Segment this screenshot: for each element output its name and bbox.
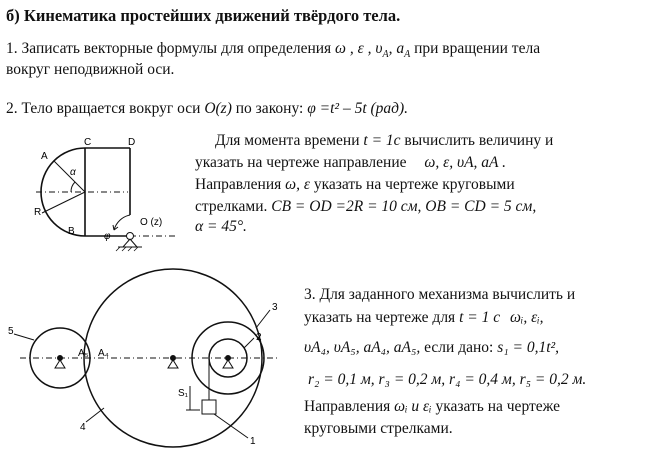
section-heading: б) Кинематика простейших движений твёрдого тела. xyxy=(6,6,401,25)
task3-line5-symbols: ωᵢ и εᵢ xyxy=(394,398,432,415)
task2-p3-symbols: ω, ε xyxy=(285,176,310,193)
label-o: O (z) xyxy=(140,217,163,228)
task2-p2-text: указать на чертеже направление xyxy=(195,154,407,171)
task2-alpha: α = 45°. xyxy=(195,218,247,235)
task2-p1-text: Для момента времени xyxy=(215,132,360,149)
label-phi: φ xyxy=(104,231,111,242)
hatch xyxy=(116,247,120,251)
support-3 xyxy=(223,360,233,368)
task3-figure xyxy=(0,268,300,458)
task3-line4 xyxy=(308,370,586,390)
label-3: 3 xyxy=(272,302,278,313)
task2-p2-symbols: ω, ε, υA, aA . xyxy=(424,154,506,171)
label-1: 1 xyxy=(250,436,256,447)
task1-sub-a: A xyxy=(382,49,389,61)
task3-s1-law: s₁ = 0,1t², xyxy=(497,339,560,356)
hatch xyxy=(122,247,126,251)
support-4 xyxy=(168,360,178,368)
task3-line5 xyxy=(304,397,560,417)
radius-r xyxy=(42,192,85,213)
support-right xyxy=(130,239,137,247)
task3-time: t = 1 c xyxy=(459,309,501,326)
support-left xyxy=(123,239,130,247)
label-a4: A₄ xyxy=(98,348,109,359)
label-s1: S₁ xyxy=(178,388,189,399)
task3-radii: r₂ = 0,1 м, r₃ = 0,2 м, r₄ = 0,4 м, r₅ = 0,2 м. xyxy=(308,371,587,388)
task2-p5 xyxy=(195,217,247,237)
task3-given: если дано: xyxy=(424,339,494,356)
task2-p4 xyxy=(195,197,536,217)
label-5: 5 xyxy=(8,326,14,337)
task2-unit: (рад). xyxy=(370,100,409,117)
task2-axis: O(z) xyxy=(204,100,232,117)
leader-5 xyxy=(14,334,34,340)
task1-line2: вокруг неподвижной оси. xyxy=(6,61,175,78)
task2-p3-text: Направления xyxy=(195,176,282,193)
task2-title-b: по закону: xyxy=(235,100,304,117)
task3-line1: 3. Для заданного механизма вычислить и xyxy=(304,286,576,303)
leader-4 xyxy=(86,408,104,422)
label-b: B xyxy=(68,226,75,237)
task1-sub-a2: A xyxy=(404,49,411,61)
task1-text-a: 1. Записать векторные формулы для определения xyxy=(6,40,332,57)
label-a: A xyxy=(41,151,48,162)
pivot-o xyxy=(127,233,134,240)
label-c: C xyxy=(84,137,92,148)
task2-title xyxy=(6,99,408,119)
task1-a-symbol: , a xyxy=(388,40,405,57)
task3-vectors: υA₄, υA₅, aA₄, aA₅, xyxy=(304,339,421,356)
label-alpha: α xyxy=(70,167,76,178)
task2-law: φ =t² – 5t xyxy=(307,100,367,117)
leader-2 xyxy=(244,338,254,348)
leader-3 xyxy=(256,310,270,328)
task2-p3 xyxy=(195,175,515,195)
task3-line2 xyxy=(304,308,544,328)
task3-line2-text: указать на чертеже для xyxy=(304,309,456,326)
task3-symbols: ωᵢ, εᵢ, xyxy=(509,309,544,326)
task1-symbols: ω , ε , υ xyxy=(335,40,383,57)
task3-line6: круговыми стрелками. xyxy=(304,420,453,437)
task2-p2 xyxy=(195,153,506,173)
support-5 xyxy=(55,360,65,368)
label-r: R xyxy=(34,207,42,218)
task2-conditions: CB = OD =2R = 10 см, OB = CD = 5 см, xyxy=(271,198,537,215)
hatch xyxy=(134,247,138,251)
task2-p1b-text: вычислить величину и xyxy=(404,132,554,149)
hatch xyxy=(128,247,132,251)
task2-p3b-text: указать на чертеже круговыми xyxy=(313,176,515,193)
task2-time: t = 1c xyxy=(363,132,401,149)
load-1 xyxy=(202,400,216,414)
task2-figure xyxy=(30,135,190,250)
task3-line5b-text: указать на чертеже xyxy=(435,398,561,415)
alpha-arc xyxy=(71,182,75,192)
label-4: 4 xyxy=(80,422,86,433)
task3-line5-text: Направления xyxy=(304,398,391,415)
task2-p4-text: стрелками. xyxy=(195,198,268,215)
task1-text-b: при вращении тела xyxy=(414,40,541,57)
label-a5: A₅ xyxy=(78,348,89,359)
task2-p1 xyxy=(215,131,553,151)
label-2: 2 xyxy=(256,332,262,343)
label-d: D xyxy=(128,137,136,148)
task2-title-a: 2. Тело вращается вокруг оси xyxy=(6,100,201,117)
task3-line3 xyxy=(304,338,559,358)
